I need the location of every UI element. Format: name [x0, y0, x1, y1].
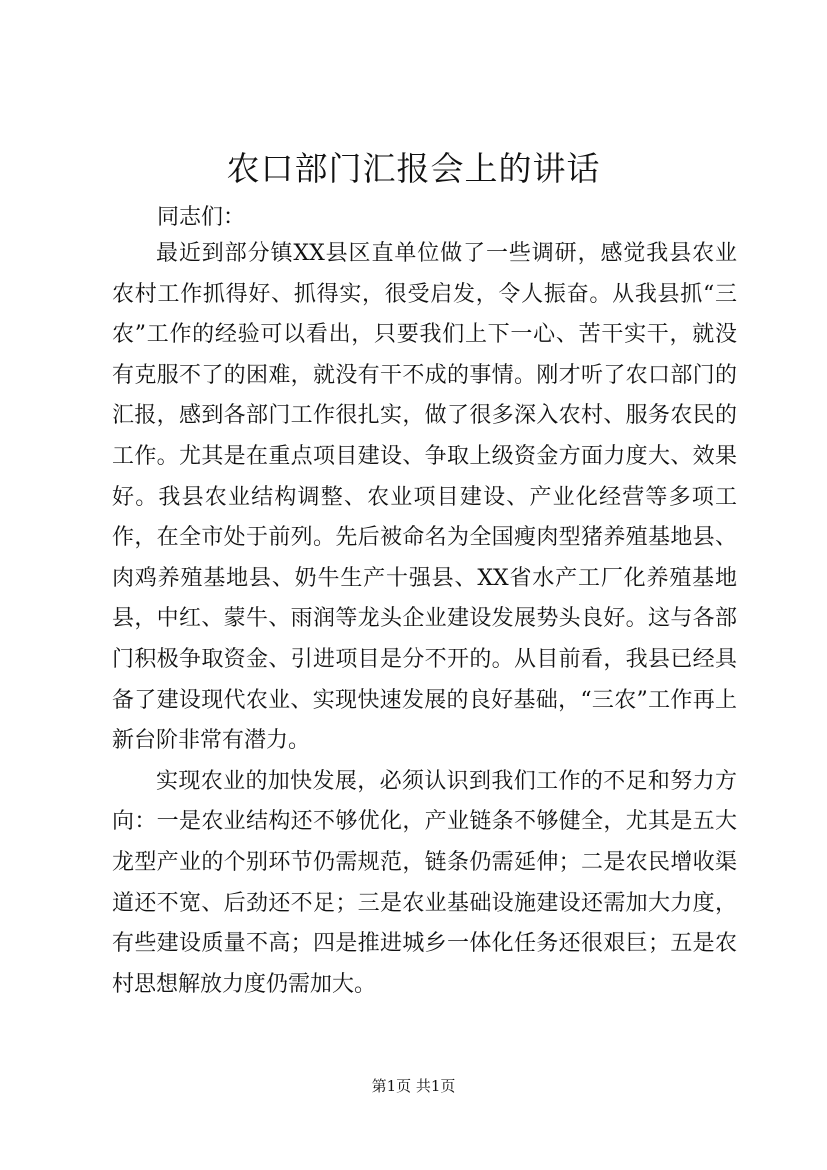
paragraph-2: 实现农业的加快发展，必须认识到我们工作的不足和努力方向：一是农业结构还不够优化，产业链条不够健全，尤其是五大龙型产业的个别环节仍需规范，链条仍需延伸；二是农民增收渠道还不宽、后劲还不足；三是农业基础设施建设还需加大力度，有些建设质量不高；四是推进城乡一体化任务还很艰巨；五是农村思想解放力度仍需加大。 [112, 768, 737, 997]
page-number-label: 第1页 共1页 [371, 1077, 456, 1095]
salutation: 同志们： [157, 205, 246, 230]
paragraph-1: 最近到部分镇XX县区直单位做了一些调研，感觉我县农业农村工作抓得好、抓得实，很受启发，令人振奋。从我县抓“三农”工作的经验可以看出，只要我们上下一心、苦干实干，就没有克服不了的困难，就没有干不成的事情。刚才听了农口部门的汇报，感到各部门工作很扎实，做了很多深入农村、服务农民的工作。尤其是在重点项目建设、争取上级资金方面力度大、效果好。我县农业结构调整、农业项目建设、产业化经营等多项工作，在全市处于前列。先后被命名为全国瘦肉型猪养殖基地县、肉鸡养殖基地县、奶牛生产十强县、XX省水产工厂化养殖基地县，中红、蒙牛、雨润等龙头企业建设发展势头良好。这与各部门积极争取资金、引进项目是分不开的。从目前看，我县已经具备了建设现代农业、实现快速发展的良好基础，“三农”工作再上新台阶非常有潜力。 [112, 241, 737, 754]
page-footer [0, 1076, 827, 1096]
document-title: 农口部门汇报会上的讲话 [226, 149, 601, 188]
document-body [112, 234, 737, 1005]
